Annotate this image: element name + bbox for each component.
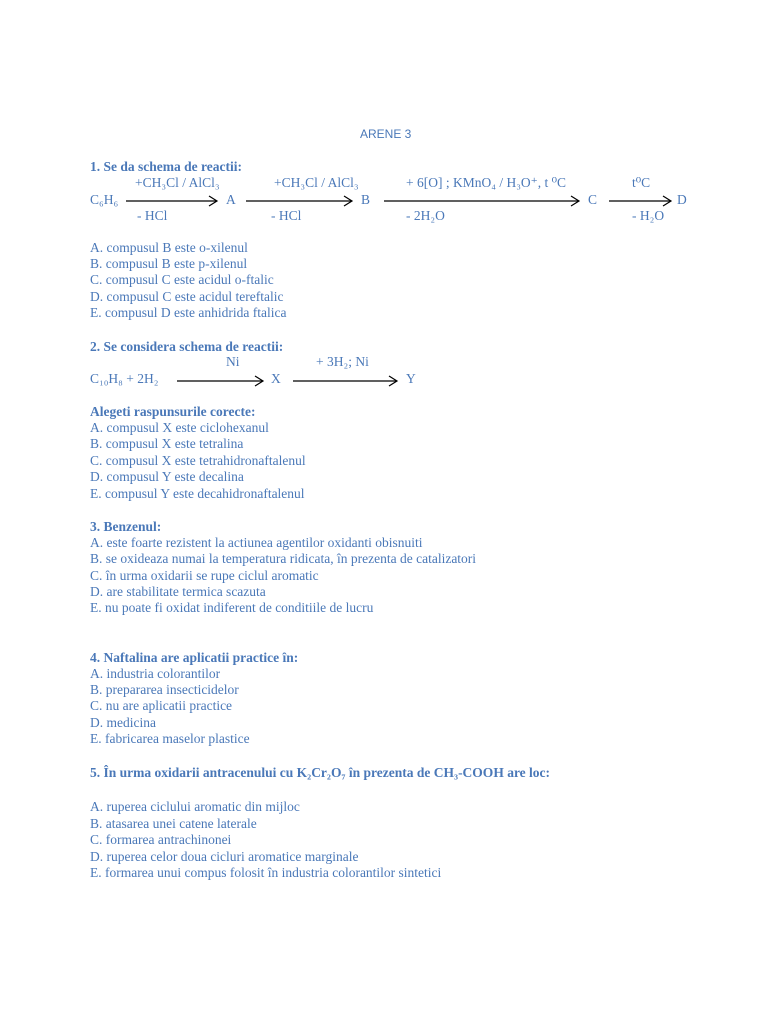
q5-option-a: A. ruperea ciclului aromatic din mijloc (90, 799, 300, 814)
q2-compound-x: X (271, 371, 281, 386)
q3-option-d: D. are stabilitate termica scazuta (90, 584, 266, 599)
q3-heading: 3. Benzenul: (90, 519, 162, 534)
q5-option-e: E. formarea unui compus folosit în industria colorantilor sintetici (90, 865, 442, 880)
q4-option-a: A. industria colorantilor (90, 666, 221, 681)
q4-option-e: E. fabricarea maselor plastice (90, 731, 250, 746)
q2-option-e: E. compusul Y este decahidronaftalenul (90, 486, 305, 501)
q4-option-c: C. nu are aplicatii practice (90, 698, 233, 713)
q1-step4-byproduct: - H₂O (632, 208, 665, 223)
q2-option-d: D. compusul Y este decalina (90, 469, 244, 484)
q1-step1-byproduct: - HCl (137, 208, 168, 223)
q1-step4-condition: t⁰C (632, 175, 651, 190)
q1-step3-reagent: + 6[O] ; KMnO₄ / H₃O⁺, t ⁰C (406, 175, 567, 190)
q4-heading: 4. Naftalina are aplicatii practice în: (90, 650, 299, 665)
q2-heading: 2. Se considera schema de reactii: (90, 339, 284, 354)
q1-step1-reagent: +CH₃Cl / AlCl₃ (135, 175, 220, 190)
q5-option-d: D. ruperea celor doua cicluri aromatice marginale (90, 849, 359, 864)
q4-option-b: B. prepararea insecticidelor (90, 682, 239, 697)
q2-compound-y: Y (406, 371, 416, 386)
q5-option-c: C. formarea antrachinonei (90, 832, 232, 847)
q3-option-c: C. în urma oxidarii se rupe ciclul aromatic (90, 568, 319, 583)
q1-compound-c: C (588, 192, 598, 207)
q1-step2-reagent: +CH₃Cl / AlCl₃ (274, 175, 359, 190)
q1-option-a: A. compusul B este o-xilenul (90, 240, 248, 255)
q1-arrow-3 (384, 196, 579, 206)
page-title: ARENE 3 (360, 127, 412, 141)
q1-arrow-2 (246, 196, 352, 206)
q5-option-b: B. atasarea unei catene laterale (90, 816, 257, 831)
q3-option-a: A. este foarte rezistent la actiunea agentilor oxidanti obisnuiti (90, 535, 423, 550)
q1-step3-byproduct: - 2H₂O (406, 208, 445, 223)
q2-option-a: A. compusul X este ciclohexanul (90, 420, 269, 435)
q1-compound-a: A (226, 192, 236, 207)
q1-compound-b: B (361, 192, 371, 207)
q2-step2-reagent: + 3H₂; Ni (316, 354, 369, 369)
q1-option-d: D. compusul C este acidul tereftalic (90, 289, 284, 304)
q2-option-c: C. compusul X este tetrahidronaftalenul (90, 453, 306, 468)
q2-arrow-1 (177, 376, 263, 386)
q3-option-b: B. se oxideaza numai la temperatura ridicata, în prezenta de catalizatori (90, 551, 477, 566)
q1-option-b: B. compusul B este p-xilenul (90, 256, 248, 271)
q2-step1-catalyst: Ni (226, 354, 240, 369)
q1-arrow-1 (126, 196, 217, 206)
q5-heading: 5. În urma oxidarii antracenului cu K₂Cr₂O₇ în prezenta de CH₃-COOH are loc: (90, 765, 551, 780)
q4-option-d: D. medicina (90, 715, 156, 730)
q3-option-e: E. nu poate fi oxidat indiferent de conditiile de lucru (90, 600, 374, 615)
q2-subheading: Alegeti raspunsurile corecte: (90, 404, 256, 419)
q2-option-b: B. compusul X este tetralina (90, 436, 244, 451)
q1-option-c: C. compusul C este acidul o-ftalic (90, 272, 274, 287)
q1-arrow-4 (609, 196, 671, 206)
q1-heading: 1. Se da schema de reactii: (90, 159, 242, 174)
q2-reactants: C₁₀H₈ + 2H₂ (90, 371, 159, 386)
q2-arrow-2 (293, 376, 397, 386)
q1-benzene: C₆H₆ (90, 192, 119, 207)
q1-compound-d: D (677, 192, 687, 207)
q1-step2-byproduct: - HCl (271, 208, 302, 223)
q1-option-e: E. compusul D este anhidrida ftalica (90, 305, 287, 320)
